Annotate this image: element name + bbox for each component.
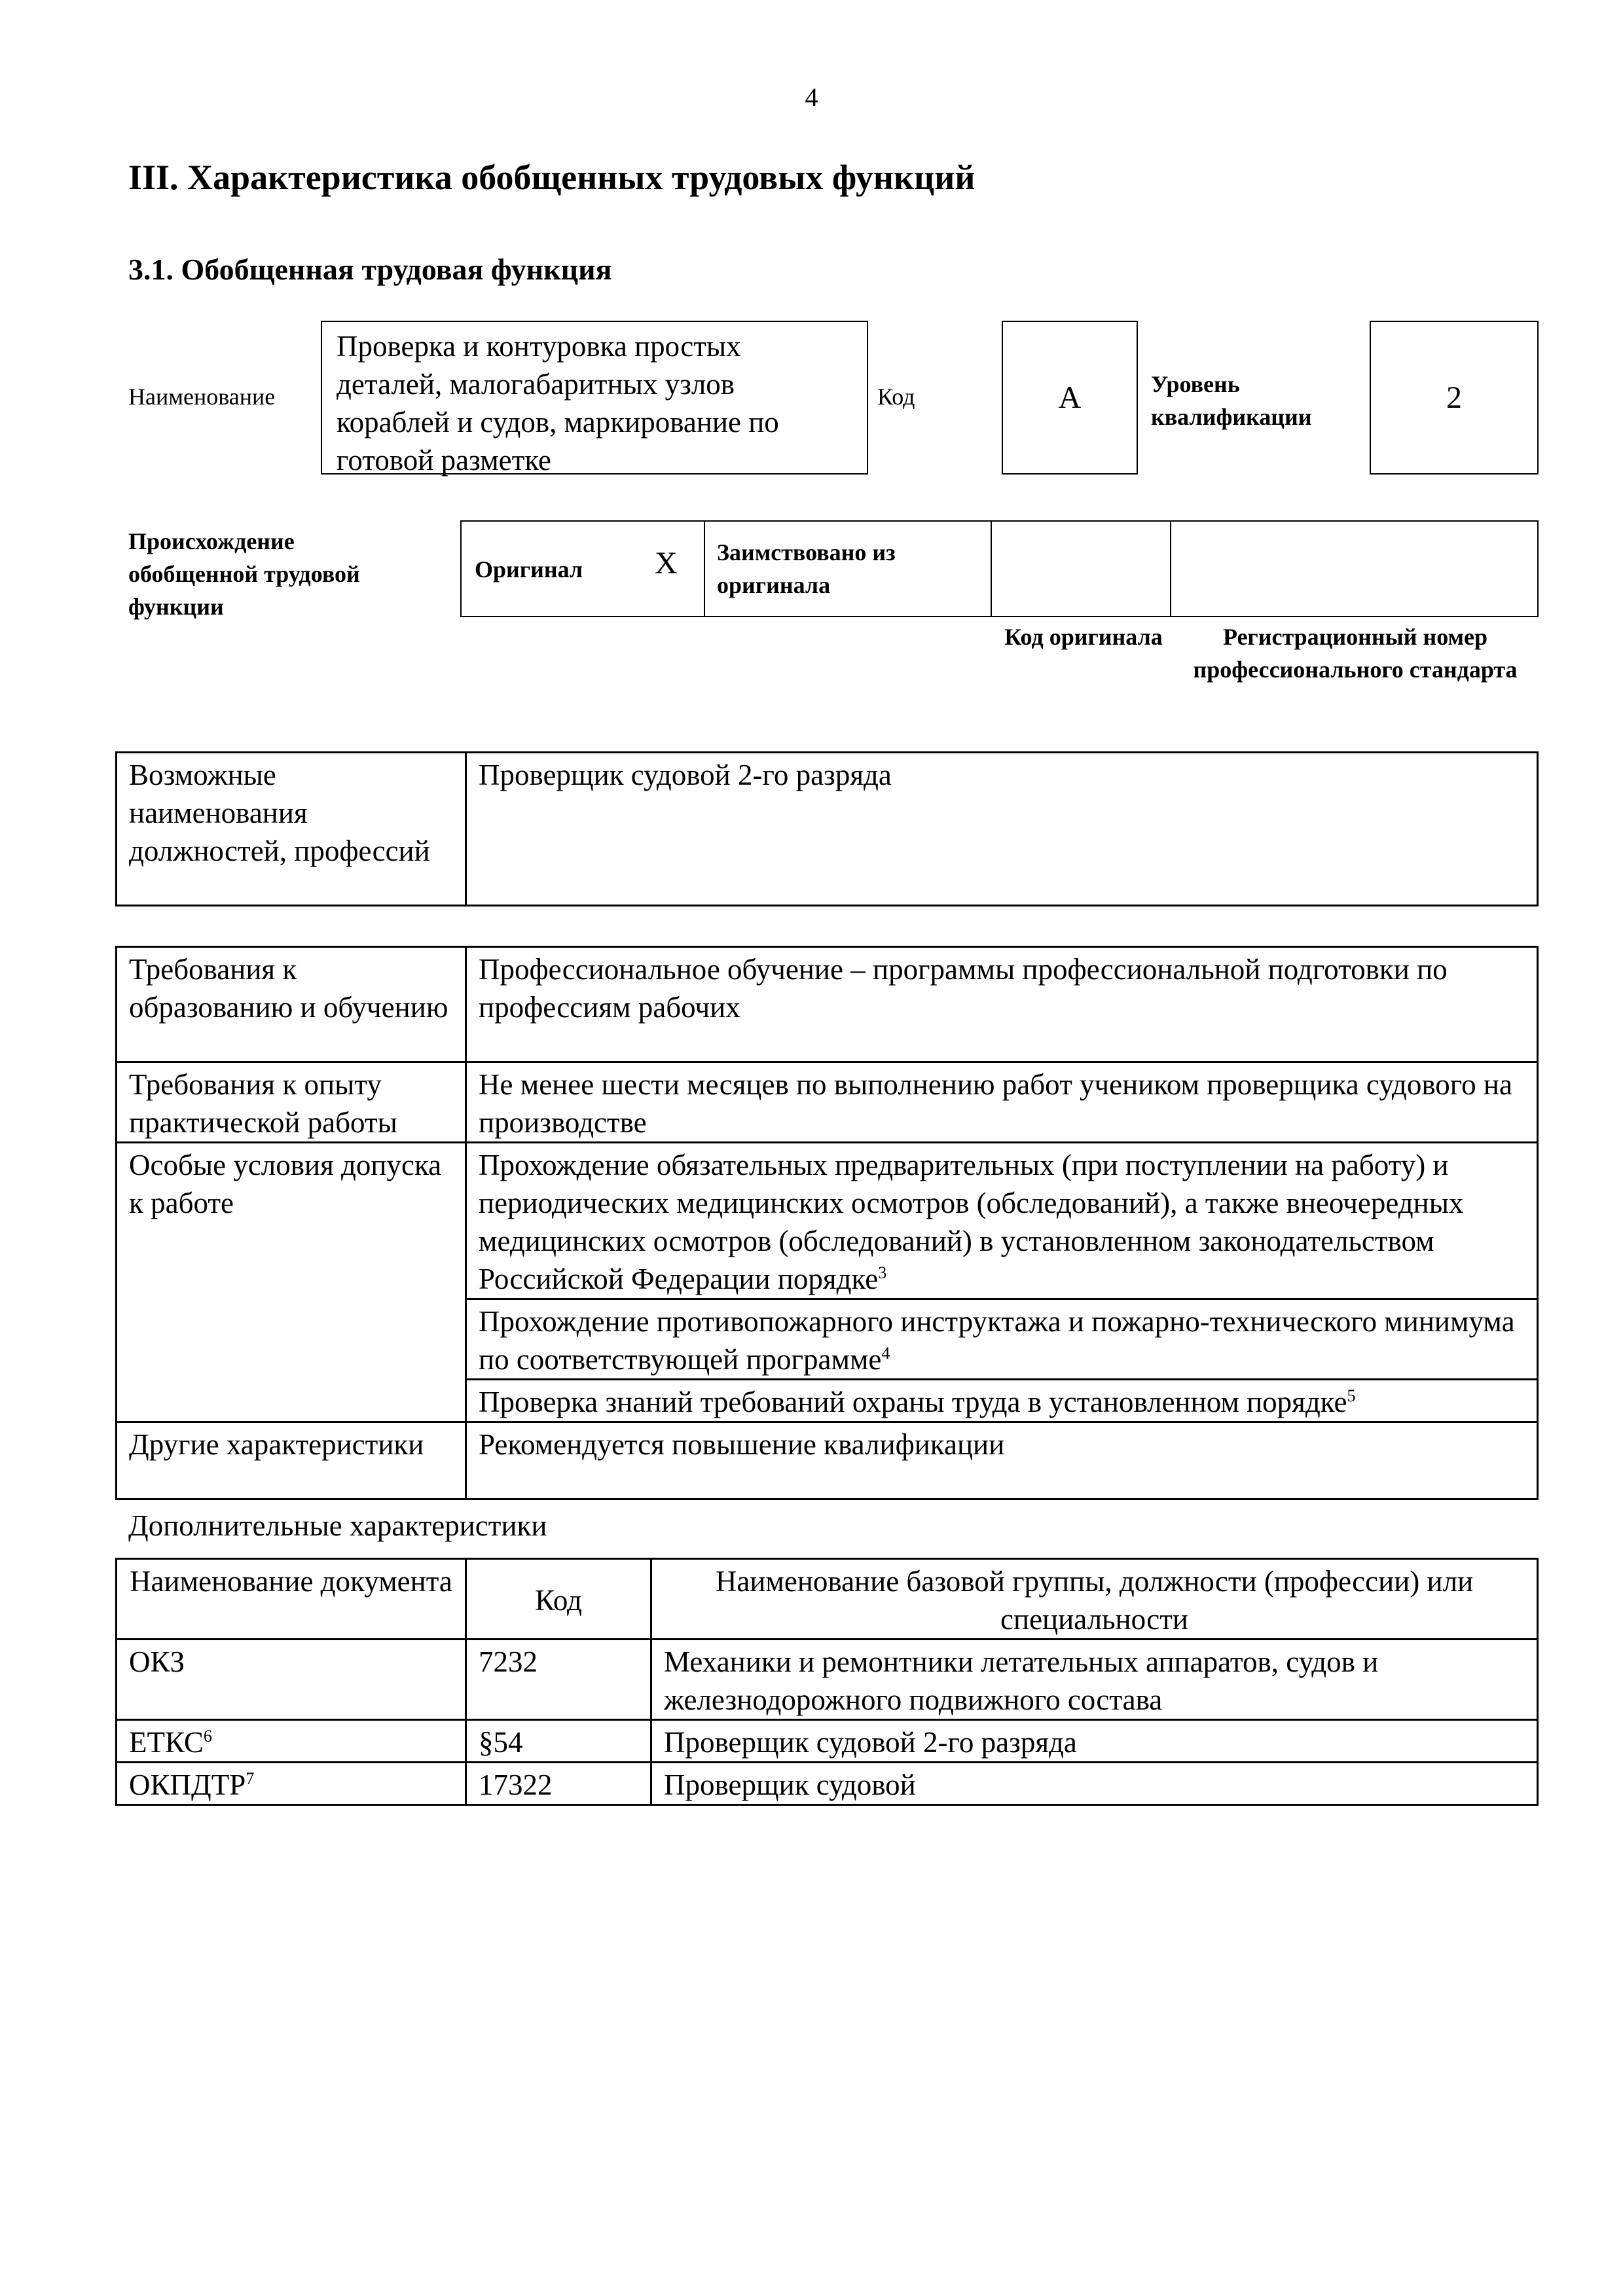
positions-label: Возможные наименования должностей, профессий bbox=[117, 753, 466, 906]
other-value: Рекомендуется повышение квалификации bbox=[466, 1422, 1538, 1499]
original-mark: X bbox=[655, 546, 678, 581]
row-code: 7232 bbox=[466, 1640, 651, 1720]
original-label: Оригинал bbox=[475, 556, 583, 583]
positions-table bbox=[115, 751, 1539, 906]
row-name: Проверщик судовой bbox=[651, 1763, 1538, 1805]
reg-number-caption: Регистрационный номер профессионального стандарта bbox=[1193, 624, 1518, 683]
condition-item: Проверка знаний требований охраны труда в установленном порядке$^5$ bbox=[466, 1380, 1538, 1422]
level-value: 2 bbox=[1446, 380, 1462, 415]
subsection-title: 3.1. Обобщенная трудовая функция bbox=[128, 253, 612, 286]
origin-divider-2 bbox=[991, 522, 992, 616]
conditions-label: Особые условия допуска к работе bbox=[117, 1143, 466, 1422]
origin-divider-1 bbox=[704, 522, 705, 616]
name-value: Проверка и контуровка простых деталей, малогабаритных узлов кораблей и судов, маркирование по готовой разметке bbox=[337, 330, 779, 476]
row-code: 17322 bbox=[466, 1763, 651, 1805]
requirements-table bbox=[115, 946, 1539, 1500]
education-value: Профессиональное обучение – программы профессиональной подготовки по профессиям рабочих bbox=[466, 947, 1538, 1062]
row-name: Механики и ремонтники летательных аппаратов, судов и железнодорожного подвижного состава bbox=[651, 1640, 1538, 1720]
origin-label: Происхождение обобщенной трудовой функции bbox=[128, 528, 360, 620]
section-title: III. Характеристика обобщенных трудовых функций bbox=[128, 158, 976, 197]
code-box bbox=[1002, 321, 1138, 475]
row-code: §54 bbox=[466, 1720, 651, 1763]
name-label: Наименование bbox=[128, 384, 276, 410]
table-row bbox=[117, 1763, 1538, 1805]
other-label: Другие характеристики bbox=[117, 1422, 466, 1499]
additional-title: Дополнительные характеристики bbox=[128, 1509, 547, 1542]
header-group: Наименование базовой группы, должности (профессии) или специальности bbox=[651, 1559, 1538, 1640]
page-number: 4 bbox=[805, 82, 818, 112]
borrowed-label: Заимствовано из оригинала bbox=[717, 539, 896, 598]
row-name: Проверщик судовой 2-го разряда bbox=[651, 1720, 1538, 1763]
origin-box bbox=[460, 520, 1539, 617]
row-doc: ОКЗ bbox=[117, 1640, 466, 1720]
experience-label: Требования к опыту практической работы bbox=[117, 1062, 466, 1143]
origin-divider-3 bbox=[1170, 522, 1171, 616]
code-label: Код bbox=[877, 384, 915, 410]
level-box bbox=[1370, 321, 1539, 475]
condition-item: Прохождение обязательных предварительных (при поступлении на работу) и периодических медицинских осмотров (обследований), а также внеочередных медицинских осмотров (обследований) в установленном законодательством Российской Федерации порядке$^3$ bbox=[466, 1143, 1538, 1299]
level-label: Уровень квалификации bbox=[1151, 371, 1312, 430]
education-label: Требования к образованию и обучению bbox=[117, 947, 466, 1062]
code-value: A bbox=[1058, 380, 1082, 415]
experience-value: Не менее шести месяцев по выполнению работ учеником проверщика судового на производстве bbox=[466, 1062, 1538, 1143]
additional-table bbox=[115, 1558, 1539, 1806]
condition-item: Прохождение противопожарного инструктажа и пожарно-технического минимума по соответствующей программе$^4$ bbox=[466, 1299, 1538, 1380]
row-doc: ЕТКС$^6$ bbox=[117, 1720, 466, 1763]
name-box bbox=[321, 321, 868, 475]
header-code: Код bbox=[466, 1559, 651, 1640]
header-document: Наименование документа bbox=[117, 1559, 466, 1640]
row-doc: ОКПДТР$^7$ bbox=[117, 1763, 466, 1805]
table-row bbox=[117, 1720, 1538, 1763]
code-original-caption: Код оригинала bbox=[1004, 624, 1163, 650]
table-row bbox=[117, 1640, 1538, 1720]
positions-value: Проверщик судовой 2-го разряда bbox=[466, 753, 1538, 906]
